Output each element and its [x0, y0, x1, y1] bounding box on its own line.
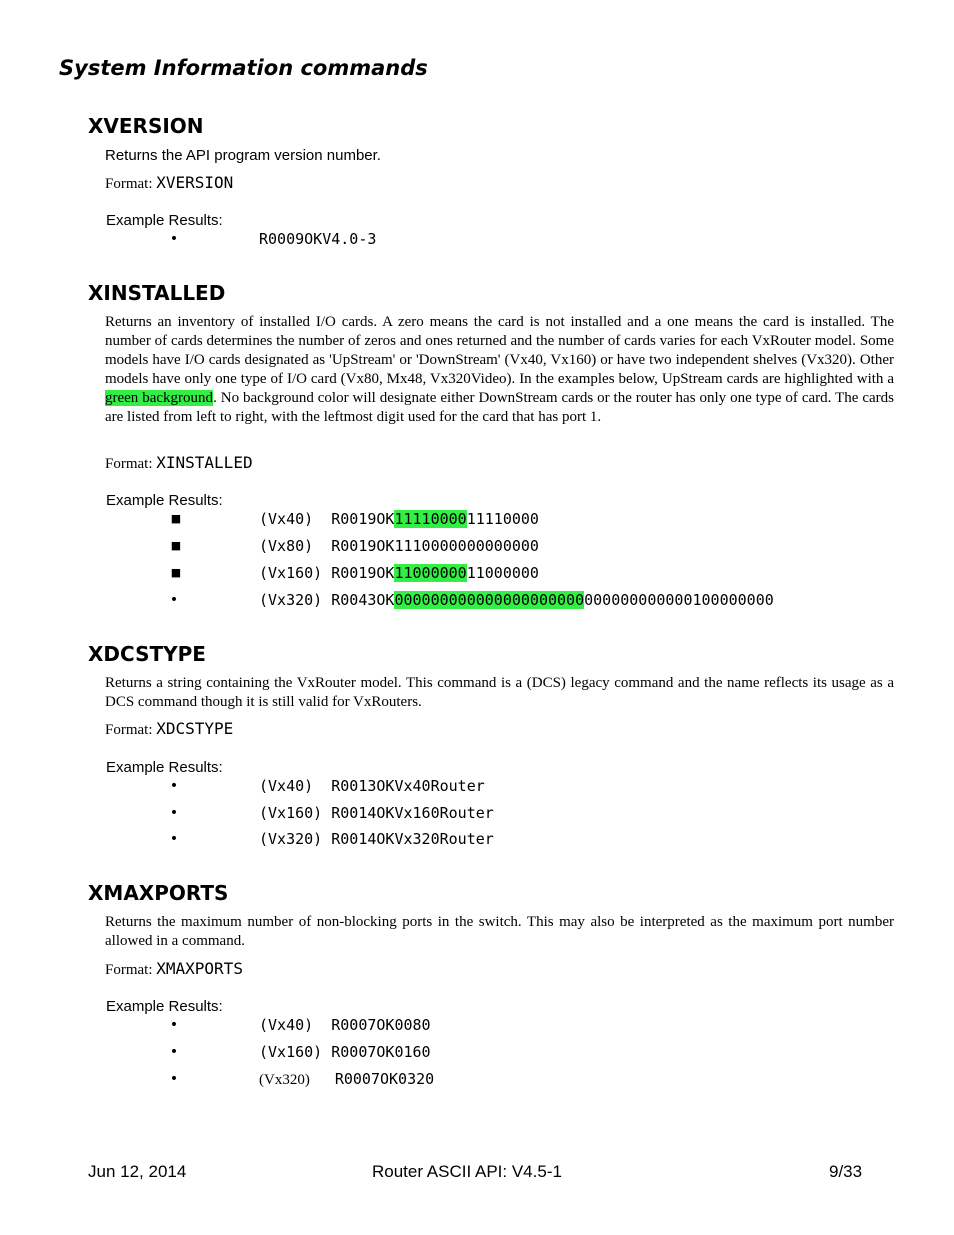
- section-heading-xinstalled: XINSTALLED: [88, 281, 226, 305]
- upstream-bits: 11000000: [394, 564, 467, 582]
- square-bullet-icon: ■: [170, 566, 182, 579]
- section-heading-xmaxports: XMAXPORTS: [88, 881, 229, 905]
- result-value: R0013OKVx40Router: [331, 777, 485, 795]
- example-result: [259, 1069, 434, 1090]
- format-label: Format:: [105, 722, 153, 738]
- result-model: (Vx40): [259, 1016, 332, 1034]
- example-result: [259, 1015, 431, 1035]
- section-heading-xdcstype: XDCSTYPE: [88, 642, 206, 666]
- example-result: [259, 509, 539, 529]
- example-result: [259, 829, 494, 849]
- example-result: [259, 776, 485, 796]
- downstream-bits: 11000000: [466, 564, 539, 582]
- highlight-text: green background: [105, 390, 214, 406]
- example-results-label: Example Results:: [106, 492, 223, 509]
- section-heading-xversion: XVERSION: [88, 114, 204, 138]
- example-result: [259, 590, 774, 610]
- format-label: Format:: [105, 176, 153, 192]
- bullet-icon: •: [169, 1017, 179, 1033]
- example-results-label: Example Results:: [106, 759, 223, 776]
- example-results-label: Example Results:: [106, 998, 223, 1015]
- xversion-format: [105, 172, 233, 195]
- downstream-bits: 1110000000000000: [394, 537, 539, 555]
- result-value: R0014OKVx320Router: [331, 830, 494, 848]
- downstream-bits: 11110000: [466, 510, 539, 528]
- bullet-icon: •: [169, 592, 179, 608]
- bullet-icon: •: [169, 831, 179, 847]
- xinstalled-description: [105, 313, 894, 427]
- upstream-bits: 000000000000000000000: [394, 591, 585, 609]
- downstream-bits: 000000000000100000000: [584, 591, 774, 609]
- format-label: Format:: [105, 962, 153, 978]
- format-command: XVERSION: [156, 173, 234, 192]
- result-prefix: R0019OK: [331, 564, 395, 582]
- result-model: (Vx320): [259, 830, 332, 848]
- result-model: (Vx40): [259, 777, 332, 795]
- result-model: (Vx320): [259, 1072, 310, 1088]
- format-command: XDCSTYPE: [156, 719, 234, 738]
- example-result: [259, 563, 539, 583]
- example-result: [259, 803, 494, 823]
- result-prefix: R0019OK: [331, 537, 395, 555]
- description-text: . No background color will designate either DownStream cards or the router has only one type of card. The cards are listed from left to right, with the leftmost digit used for the card that has port 1.: [105, 390, 894, 425]
- format-command: XINSTALLED: [156, 453, 253, 472]
- result-model: (Vx80): [259, 537, 332, 555]
- example-result: [259, 1042, 431, 1062]
- bullet-icon: •: [169, 1044, 179, 1060]
- example-result: R0009OKV4.0-3: [259, 230, 377, 248]
- upstream-bits: 11110000: [394, 510, 467, 528]
- result-value: R0007OK0080: [331, 1016, 431, 1034]
- result-prefix: R0043OK: [331, 591, 395, 609]
- xinstalled-format: [105, 452, 253, 475]
- square-bullet-icon: ■: [170, 539, 182, 552]
- result-model: (Vx160): [259, 564, 332, 582]
- xdcstype-format: [105, 718, 233, 741]
- result-model: (Vx160): [259, 804, 332, 822]
- result-model: (Vx160): [259, 1043, 332, 1061]
- bullet-icon: •: [169, 231, 179, 247]
- result-model: (Vx320): [259, 591, 332, 609]
- bullet-icon: •: [169, 1071, 179, 1087]
- format-label: Format:: [105, 456, 153, 472]
- bullet-icon: •: [169, 805, 179, 821]
- example-results-label: Example Results:: [106, 212, 223, 229]
- xmaxports-format: [105, 958, 243, 981]
- footer-page-number: 9/33: [829, 1162, 863, 1181]
- result-model: (Vx40): [259, 510, 332, 528]
- xmaxports-description: Returns the maximum number of non-blocking ports in the switch. This may also be interpreted as the maximum port number allowed in a command.: [105, 914, 894, 949]
- format-command: XMAXPORTS: [156, 959, 243, 978]
- description-text: Returns an inventory of installed I/O cards. A zero means the card is not installed and a one means the card is installed. The number of cards determines the number of zeros and ones returned and the number of cards varies for each VxRouter model. Some models have I/O cards designated as 'UpStream' or 'DownStream' (Vx40, Vx160) or have two independent shelves (Vx320). Other models have only one type of I/O card (Vx80, Mx48, Vx320Video). In the examples below, UpStream cards are highlighted with a: [105, 314, 894, 387]
- footer-date: Jun 12, 2014: [88, 1162, 187, 1181]
- result-value: R0007OK0320: [334, 1070, 435, 1088]
- result-prefix: R0019OK: [331, 510, 395, 528]
- example-result: [259, 536, 539, 556]
- xversion-description: Returns the API program version number.: [105, 147, 381, 164]
- bullet-icon: •: [169, 778, 179, 794]
- result-value: R0014OKVx160Router: [331, 804, 494, 822]
- footer-doc-title: Router ASCII API: V4.5-1: [372, 1162, 562, 1181]
- square-bullet-icon: ■: [170, 512, 182, 525]
- page-title: System Information commands: [59, 56, 428, 80]
- result-value: R0007OK0160: [331, 1043, 431, 1061]
- xdcstype-description: Returns a string containing the VxRouter model. This command is a (DCS) legacy command and the name reflects its usage as a DCS command though it is still valid for VxRouters.: [105, 675, 894, 710]
